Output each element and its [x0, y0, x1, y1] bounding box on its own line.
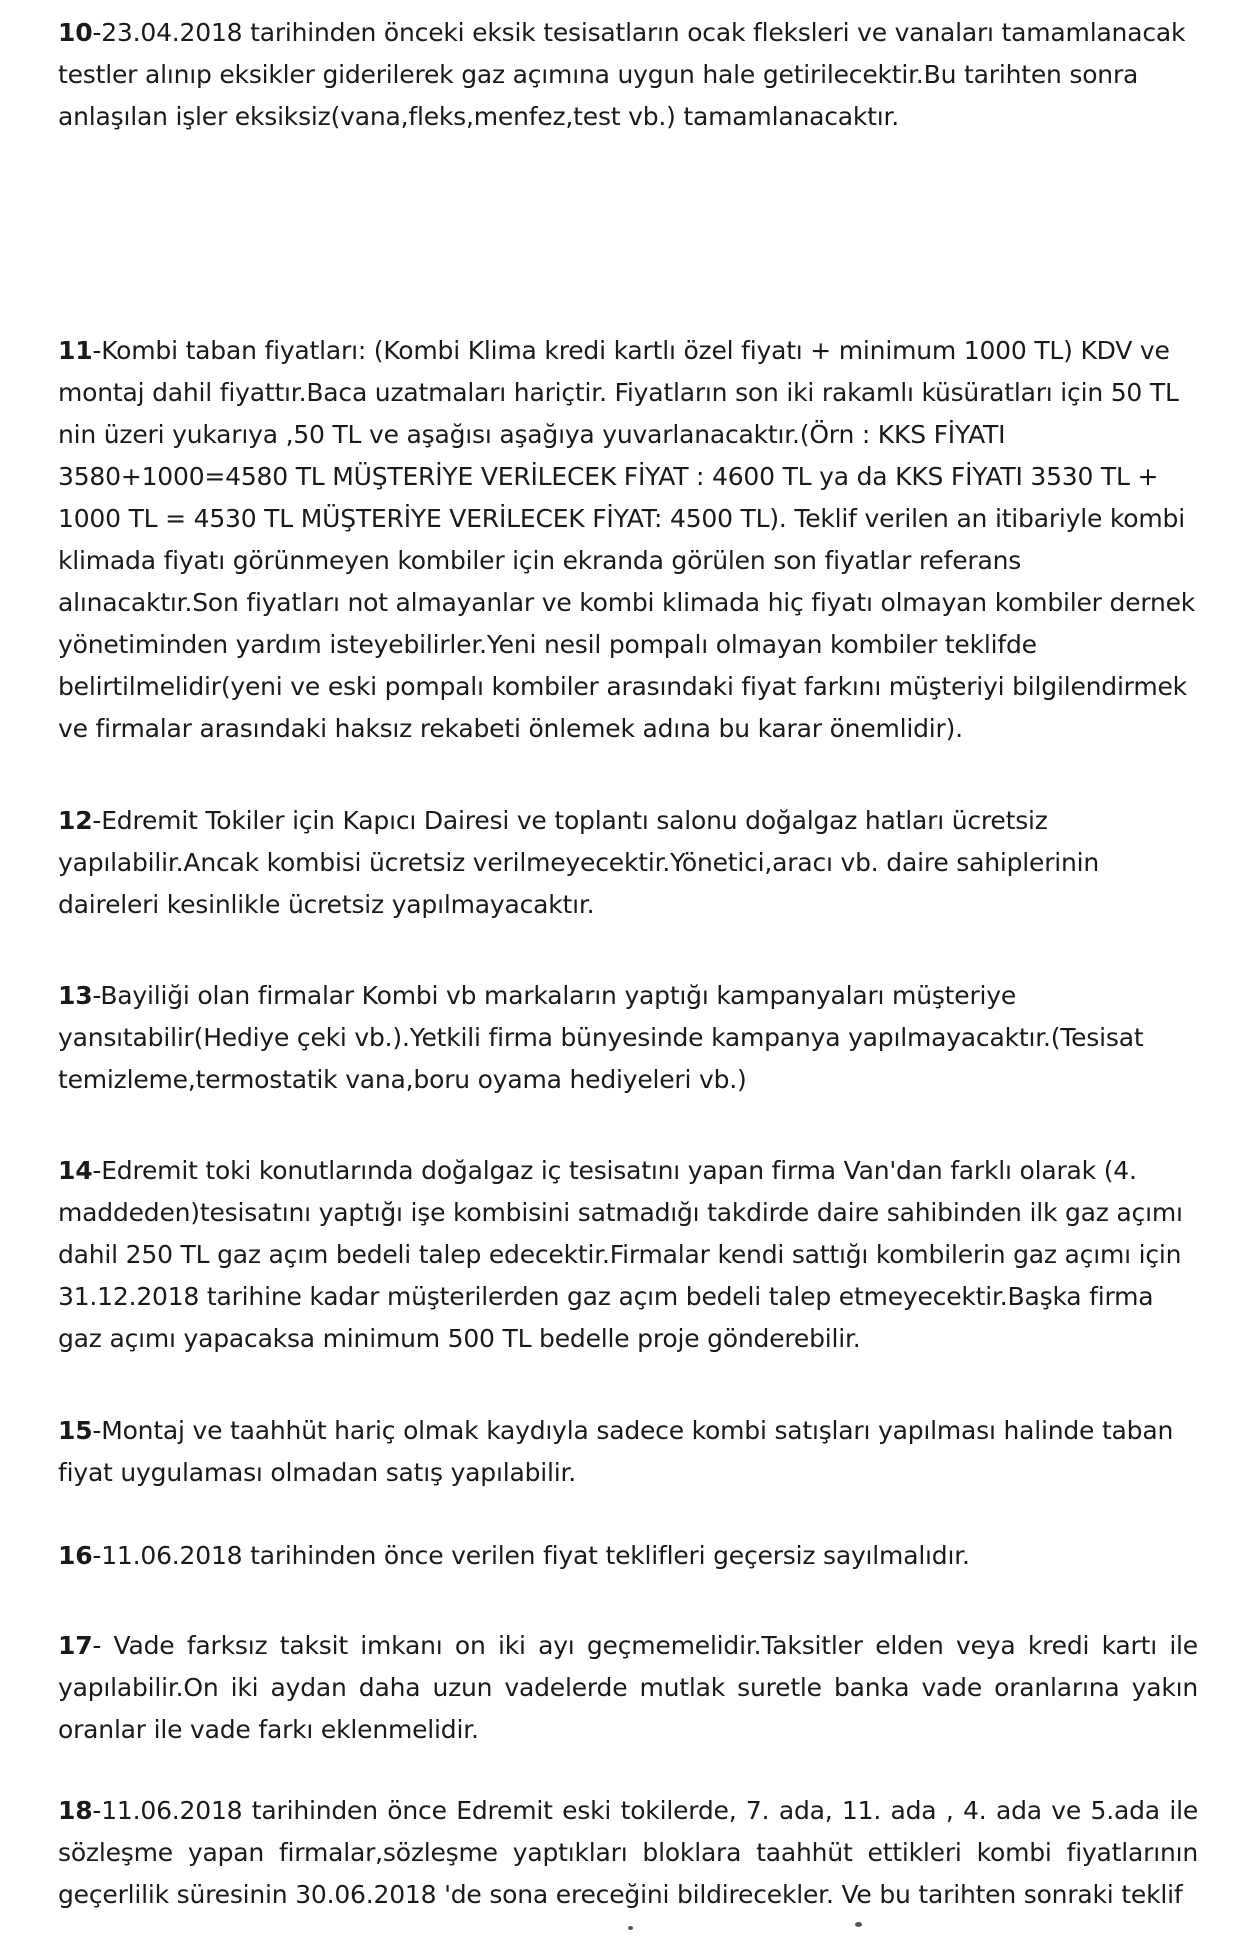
scan-speck [628, 1926, 633, 1930]
clause-text: -11.06.2018 tarihinden önce verilen fiyat teklifleri geçersiz sayılmalıdır. [92, 1541, 970, 1570]
clause-text: -Edremit toki konutlarında doğalgaz iç tesisatını yapan firma Van'dan farklı olarak (4. maddeden)tesisatını yaptığı işe kombisini satmadığı takdirde daire sahibinden ilk gaz açımı dahil 250 TL gaz açım bedeli talep edecektir.Firmalar kendi sattığı kombilerin gaz açımı için 31.12.2018 tarihine kadar müşterilerden gaz açım bedeli talep etmeyecektir.Başka firma gaz açımı yapacaksa minimum 500 TL bedelle proje gönderebilir. [58, 1156, 1183, 1353]
clause-15 [58, 1410, 1198, 1494]
clause-10 [58, 12, 1198, 138]
clause-12 [58, 800, 1198, 926]
clause-13 [58, 975, 1198, 1101]
clause-14 [58, 1150, 1198, 1360]
clause-11 [58, 330, 1198, 750]
clause-text: -Bayiliği olan firmalar Kombi vb markaların yaptığı kampanyaları müşteriye yansıtabilir(Hediye çeki vb.).Yetkili firma bünyesinde kampanya yapılmayacaktır.(Tesisat temizleme,termostatik vana,boru oyama hediyeleri vb.) [58, 981, 1144, 1094]
clause-text: -Montaj ve taahhüt hariç olmak kaydıyla sadece kombi satışları yapılması halinde taban fiyat uygulaması olmadan satış yapılabilir. [58, 1416, 1174, 1487]
clause-text: -23.04.2018 tarihinden önceki eksik tesisatların ocak fleksleri ve vanaları tamamlanacak testler alınıp eksikler giderilerek gaz açımına uygun hale getirilecektir.Bu tarihten sonra anlaşılan işler eksiksiz(vana,fleks,menfez,test vb.) tamamlanacaktır. [58, 18, 1186, 131]
clause-number: 18 [58, 1796, 93, 1825]
clause-text: -11.06.2018 tarihinden önce Edremit eski tokilerde, 7. ada, 11. ada , 4. ada ve 5.ada ile sözleşme yapan firmalar,sözleşme yaptıkları bloklara taahhüt ettikleri kombi fiyatlarının geçerlilik süresinin 30.06.2018 'de sona ereceğini bildirecekler. Ve bu tarihten sonraki teklif [58, 1796, 1198, 1909]
clause-number: 14 [58, 1156, 93, 1185]
clause-18 [58, 1790, 1198, 1916]
clause-number: 12 [58, 806, 93, 835]
clause-number: 16 [58, 1541, 93, 1570]
clause-number: 17 [58, 1631, 93, 1660]
clause-text: -Kombi taban fiyatları: (Kombi Klima kredi kartlı özel fiyatı + minimum 1000 TL) KDV ve montaj dahil fiyattır.Baca uzatmaları hariçtir. Fiyatların son iki rakamlı küsüratları için 50 TL nin üzeri yukarıya ,50 TL ve aşağısı aşağıya yuvarlanacaktır.(Örn : KKS FİYATI 3580+1000=4580 TL MÜŞTERİYE VERİLECEK FİYAT : 4600 TL ya da KKS FİYATI 3530 TL + 1000 TL = 4530 TL MÜŞTERİYE VERİLECEK FİYAT: 4500 TL). Teklif verilen an itibariyle kombi klimada fiyatı görünmeyen kombiler için ekranda görülen son fiyatlar referans alınacaktır.Son fiyatları not almayanlar ve kombi klimada hiç fiyatı olmayan kombiler dernek yönetiminden yardım isteyebilirler.Yeni nesil pompalı olmayan kombiler teklifde belirtilmelidir(yeni ve eski pompalı kombiler arasındaki fiyat farkını müşteriyi bilgilendirmek ve firmalar arasındaki haksız rekabeti önlemek adına bu karar önemlidir). [58, 336, 1196, 743]
clause-17 [58, 1625, 1198, 1751]
scan-speck [855, 1922, 862, 1927]
clause-16 [58, 1535, 1198, 1577]
clause-number: 10 [58, 18, 93, 47]
clause-text: - Vade farksız taksit imkanı on iki ayı geçmemelidir.Taksitler elden veya kredi kartı ile yapılabilir.On iki aydan daha uzun vadelerde mutlak suretle banka vade oranlarına yakın oranlar ile vade farkı eklenmelidir. [58, 1631, 1198, 1744]
clause-number: 15 [58, 1416, 93, 1445]
clause-number: 13 [58, 981, 93, 1010]
clause-text: -Edremit Tokiler için Kapıcı Dairesi ve toplantı salonu doğalgaz hatları ücretsiz yapılabilir.Ancak kombisi ücretsiz verilmeyecektir.Yönetici,aracı vb. daire sahiplerinin daireleri kesinlikle ücretsiz yapılmayacaktır. [58, 806, 1100, 919]
clause-number: 11 [58, 336, 93, 365]
